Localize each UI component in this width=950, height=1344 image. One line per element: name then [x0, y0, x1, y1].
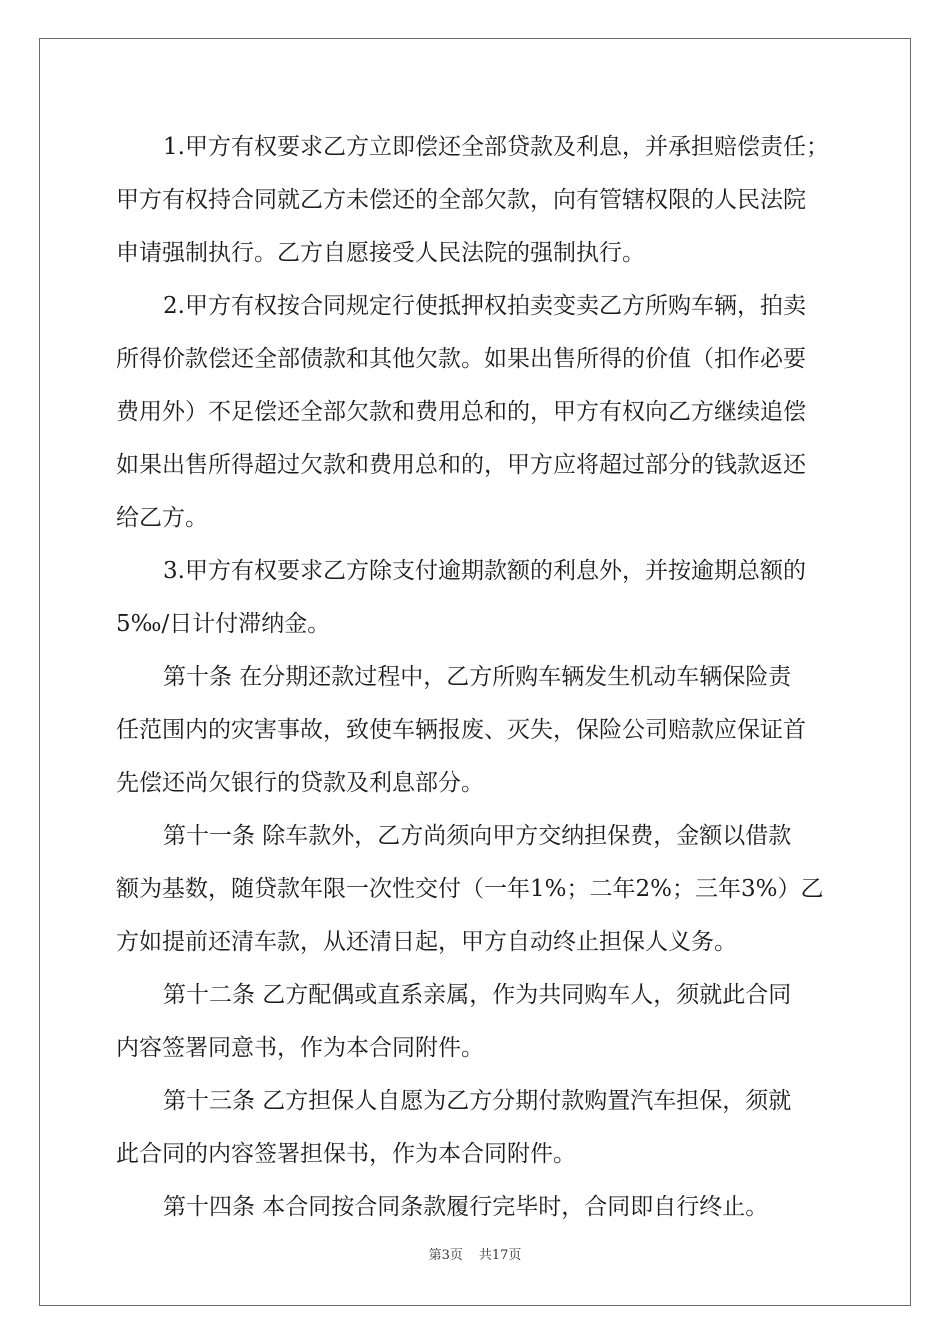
text-line: 第十四条 本合同按合同条款履行完毕时，合同即自行终止。	[163, 1194, 769, 1220]
text-line: 任范围内的灾害事故，致使车辆报废、灭失，保险公司赔款应保证首	[116, 717, 806, 743]
text-line: 3.甲方有权要求乙方除支付逾期款额的利息外，并按逾期总额的	[163, 558, 806, 584]
text-line: 方如提前还清车款，从还清日起，甲方自动终止担保人义务。	[116, 929, 737, 955]
text-line: 如果出售所得超过欠款和费用总和的，甲方应将超过部分的钱款返还	[116, 452, 806, 478]
text-line: 2.甲方有权按合同规定行使抵押权拍卖变卖乙方所购车辆，拍卖	[163, 293, 806, 319]
text-line: 第十一条 除车款外，乙方尚须向甲方交纳担保费，金额以借款	[163, 823, 792, 849]
text-line: 内容签署同意书，作为本合同附件。	[116, 1035, 484, 1061]
text-line: 所得价款偿还全部债款和其他欠款。如果出售所得的价值（扣作必要	[116, 346, 806, 372]
text-line: 先偿还尚欠银行的贷款及利息部分。	[116, 770, 484, 796]
text-line: 第十三条 乙方担保人自愿为乙方分期付款购置汽车担保，须就	[163, 1088, 792, 1114]
text-line: 费用外）不足偿还全部欠款和费用总和的，甲方有权向乙方继续追偿	[116, 399, 806, 425]
current-page-number: 第3页	[428, 1248, 463, 1263]
text-line: 额为基数，随贷款年限一次性交付（一年1%；二年2%；三年3%）乙	[116, 876, 824, 902]
text-line: 申请强制执行。乙方自愿接受人民法院的强制执行。	[116, 240, 645, 266]
text-line: 5‰/日计付滞纳金。	[116, 611, 331, 637]
text-line: 给乙方。	[116, 505, 208, 531]
text-line: 1.甲方有权要求乙方立即偿还全部贷款及利息，并承担赔偿责任；	[163, 134, 829, 160]
text-line: 此合同的内容签署担保书，作为本合同附件。	[116, 1141, 576, 1167]
text-line: 甲方有权持合同就乙方未偿还的全部欠款，向有管辖权限的人民法院	[116, 187, 806, 213]
total-pages: 共17页	[478, 1248, 522, 1263]
text-line: 第十条 在分期还款过程中，乙方所购车辆发生机动车辆保险责	[163, 664, 792, 690]
text-line: 第十二条 乙方配偶或直系亲属，作为共同购车人，须就此合同	[163, 982, 792, 1008]
page-footer	[0, 1244, 950, 1263]
